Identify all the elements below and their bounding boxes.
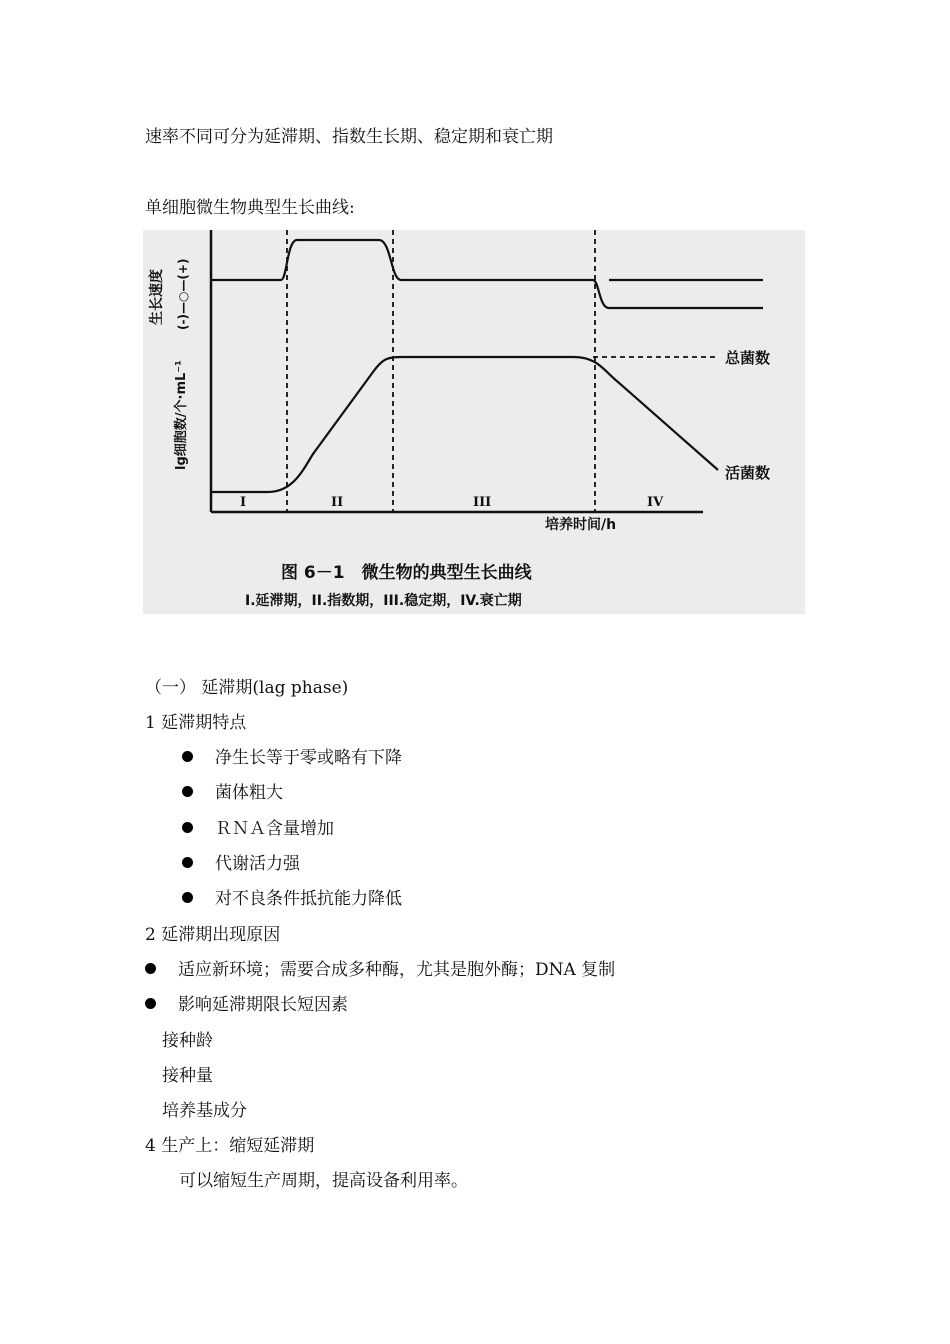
- growth-rate-curve: [211, 240, 763, 308]
- factor-item: 接种量: [162, 1066, 213, 1086]
- phase-label-1: I: [240, 495, 247, 510]
- bullet-icon: [182, 822, 193, 833]
- bullet-icon: [182, 857, 193, 868]
- bullet-icon: [182, 892, 193, 903]
- growth-curve-figure: [143, 230, 805, 614]
- figure-lead: 单细胞微生物典型生长曲线:: [145, 198, 355, 218]
- list-item: 对不良条件抵抗能力降低: [182, 887, 402, 911]
- bullet-icon: [182, 751, 193, 762]
- phase-label-4: IV: [647, 495, 664, 510]
- point1-title: 1 延滞期特点: [145, 713, 247, 733]
- section-heading: （一） 延滞期(lag phase): [145, 678, 349, 698]
- list-item: 菌体粗大: [182, 781, 283, 805]
- bullet-icon: [182, 786, 193, 797]
- y-axis-top-label: 生长速度: [149, 269, 165, 325]
- phase-label-3: III: [473, 495, 492, 510]
- point2-title: 2 延滞期出现原因: [145, 925, 281, 945]
- label-total-count: 总菌数: [725, 349, 771, 367]
- point4-title: 4 生产上：缩短延滞期: [145, 1136, 315, 1156]
- bullet-icon: [145, 963, 156, 974]
- list-item: 净生长等于零或略有下降: [182, 746, 402, 770]
- list-item: 代谢活力强: [182, 852, 300, 876]
- x-axis-label: 培养时间/h: [545, 517, 617, 533]
- list-item: ＲＮＡ含量增加: [182, 817, 334, 841]
- factor-item: 培养基成分: [162, 1101, 247, 1121]
- point4-text: 可以缩短生产周期，提高设备利用率。: [179, 1171, 468, 1191]
- figure-subtitle: I.延滞期，II.指数期，III.稳定期，IV.衰亡期: [245, 593, 522, 609]
- list-item: 影响延滞期限长短因素: [145, 993, 348, 1017]
- intro-text: 速率不同可分为延滞期、指数生长期、稳定期和衰亡期: [145, 127, 553, 147]
- y-axis-top-scale: (-)—○—(+): [176, 258, 190, 330]
- label-viable-count: 活菌数: [725, 464, 771, 482]
- y-axis-bottom-label: lg细胞数/个·mL⁻¹: [174, 360, 189, 470]
- list-item: 适应新环境；需要合成多种酶，尤其是胞外酶；DNA 复制: [145, 958, 615, 982]
- figure-title: 图 6－1 微生物的典型生长曲线: [281, 563, 532, 583]
- bullet-icon: [145, 998, 156, 1009]
- phase-label-2: II: [331, 495, 344, 510]
- factor-item: 接种龄: [162, 1031, 213, 1051]
